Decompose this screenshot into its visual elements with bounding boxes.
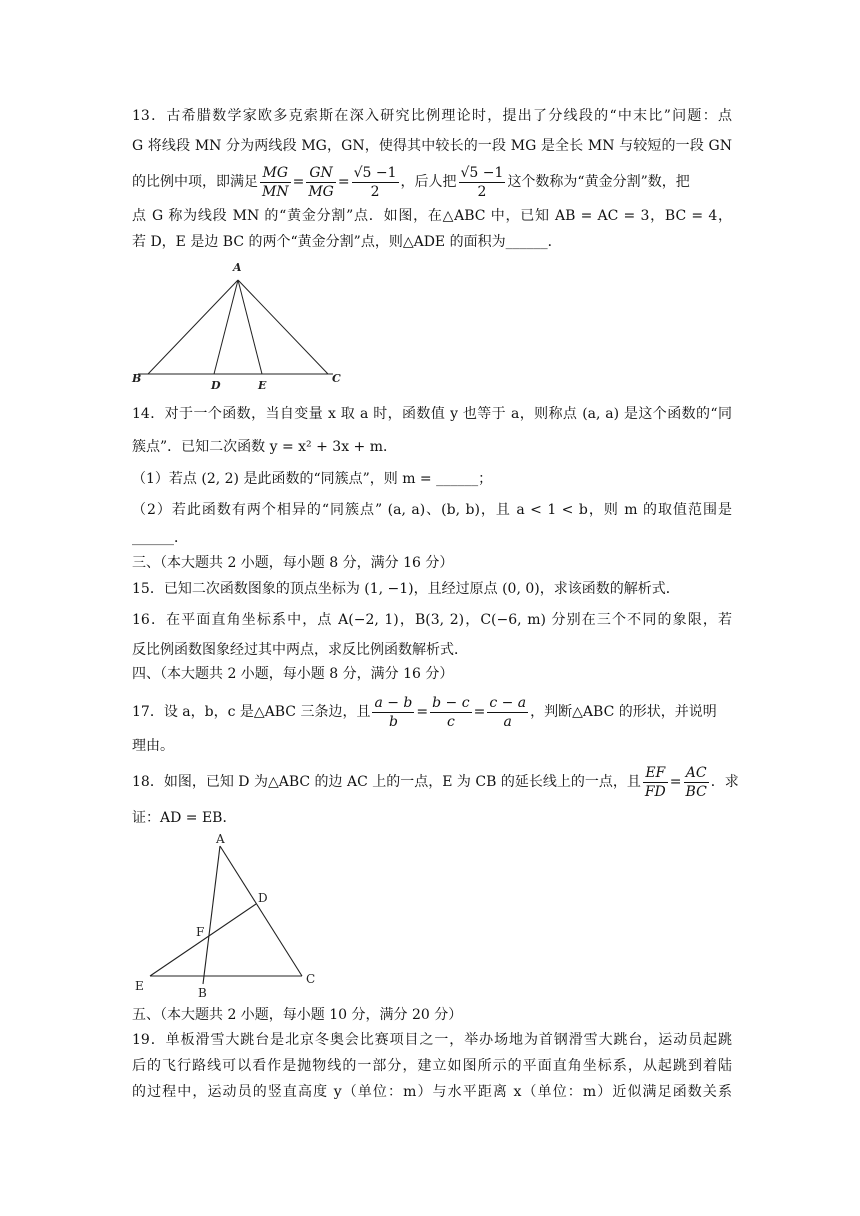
- triangle-figure-abc-def: [130, 830, 330, 1002]
- q15-text: 15．已知二次函数图象的顶点坐标为 (1, −1)，且经过原点 (0, 0)，求该函数的解析式．: [132, 581, 680, 597]
- q13-line-3-mid: ，后人把: [400, 174, 457, 190]
- fraction-b-minus-c: $\frac{b - c}{c}$: [432, 694, 470, 730]
- label-c: C: [332, 372, 341, 385]
- section-4-heading: 四、（本大题共 2 小题，每小题 8 分，满分 16 分）: [132, 666, 454, 682]
- fraction-golden-ratio-2: $\frac{√5 -1}{2}$: [460, 164, 504, 200]
- label-a: A: [216, 832, 225, 846]
- triangle-figure-abc-de: [128, 258, 348, 392]
- label-a: A: [233, 261, 242, 274]
- fraction-c-minus-a: $\frac{c - a}{a}$: [489, 694, 527, 730]
- label-e: E: [135, 979, 144, 993]
- q13-line-3: 的比例中项，即满足 $\frac{MG}{MN}$ = $\frac{GN}{MG}$ = $\frac{√5 -1}{2}$ ，后人把 $\frac{√5 -1}{2}$ 这个数称为“黄金分割”数，把: [132, 164, 690, 200]
- label-d: D: [211, 379, 221, 392]
- q17-post: ，判断△ABC 的形状，并说明: [530, 704, 717, 720]
- label-d: D: [258, 891, 268, 905]
- q17-line-1: 17．设 a，b，c 是△ABC 三条边，且 $\frac{a - b}{b}$ = $\frac{b - c}{c}$ = $\frac{c - a}{a}$ ，判断△ABC 的形状，并说明: [132, 694, 717, 730]
- q13-line-1: 13．古希腊数学家欧多克索斯在深入研究比例理论时，提出了分线段的“中末比”问题：点: [132, 108, 732, 124]
- q19-line-1: 19．单板滑雪大跳台是北京冬奥会比赛项目之一，举办场地为首钢滑雪大跳台，运动员起跳: [132, 1032, 732, 1048]
- q14-line-4: （2）若此函数有两个相异的“同簇点” (a, a)、(b, b)，且 a < 1 < b，则 m 的取值范围是: [132, 502, 732, 518]
- q17-line-2: 理由。: [132, 738, 174, 754]
- q14-line-2: 簇点”．已知二次函数 y = x² + 3x + m．: [132, 439, 397, 455]
- q13-line-3-pre: 的比例中项，即满足: [132, 174, 258, 190]
- q16-line-1: 16．在平面直角坐标系中，点 A(−2, 1)，B(3, 2)，C(−6, m) 分别在三个不同的象限，若: [132, 612, 732, 628]
- fraction-gn-mg: $\frac{GN}{MG}$: [308, 164, 334, 200]
- q14-line-5: ______．: [132, 530, 188, 546]
- q13-line-5: 若 D，E 是边 BC 的两个“黄金分割”点，则△ADE 的面积为______．: [132, 234, 562, 250]
- q16-line-2: 反比例函数图象经过其中两点，求反比例函数解析式．: [132, 642, 468, 658]
- section-5-heading: 五、（本大题共 2 小题，每小题 10 分，满分 20 分）: [132, 1007, 463, 1023]
- q18-pre: 18．如图，已知 D 为△ABC 的边 AC 上的一点，E 为 CB 的延长线上的一点，且: [132, 774, 641, 790]
- q18-line-1: 18．如图，已知 D 为△ABC 的边 AC 上的一点，E 为 CB 的延长线上的一点，且 $\frac{EF}{FD}$ = $\frac{AC}{BC}$ ．求: [132, 764, 739, 800]
- q17-pre: 17．设 a，b，c 是△ABC 三条边，且: [132, 704, 371, 720]
- fraction-ac-bc: $\frac{AC}{BC}$: [685, 764, 707, 800]
- fraction-a-minus-b: $\frac{a - b}{b}$: [374, 694, 413, 730]
- section-3-heading: 三、（本大题共 2 小题，每小题 8 分，满分 16 分）: [132, 555, 454, 571]
- q19-line-3: 的过程中，运动员的竖直高度 y（单位：m）与水平距离 x（单位：m）近似满足函数关系: [132, 1084, 732, 1100]
- label-c: C: [306, 972, 316, 986]
- q13-line-4: 点 G 称为线段 MN 的“黄金分割”点．如图，在△ABC 中，已知 AB = AC = 3，BC = 4，: [132, 208, 732, 224]
- q13-line-2: G 将线段 MN 分为两线段 MG，GN，使得其中较长的一段 MG 是全长 MN 与较短的一段 GN: [132, 138, 732, 154]
- q14-line-3: （1）若点 (2, 2) 是此函数的“同簇点”，则 m = ______；: [132, 471, 493, 487]
- label-b: B: [132, 372, 142, 385]
- label-b: B: [198, 986, 207, 1000]
- q19-line-2: 后的飞行路线可以看作是抛物线的一部分，建立如图所示的平面直角坐标系，从起跳到着陆: [132, 1058, 732, 1074]
- q14-line-1: 14．对于一个函数，当自变量 x 取 a 时，函数值 y 也等于 a，则称点 (a, a) 是这个函数的“同: [132, 406, 732, 422]
- q18-line-2: 证：AD = EB．: [132, 810, 237, 826]
- q18-post: ．求: [710, 774, 739, 790]
- q13-line-3-post: 这个数称为“黄金分割”数，把: [507, 174, 690, 190]
- fraction-ef-fd: $\frac{EF}{FD}$: [644, 764, 666, 800]
- fraction-mg-mn: $\frac{MG}{MN}$: [262, 164, 289, 200]
- label-f: F: [196, 925, 205, 939]
- fraction-golden-ratio: $\frac{√5 -1}{2}$: [353, 164, 397, 200]
- label-e: E: [258, 379, 267, 392]
